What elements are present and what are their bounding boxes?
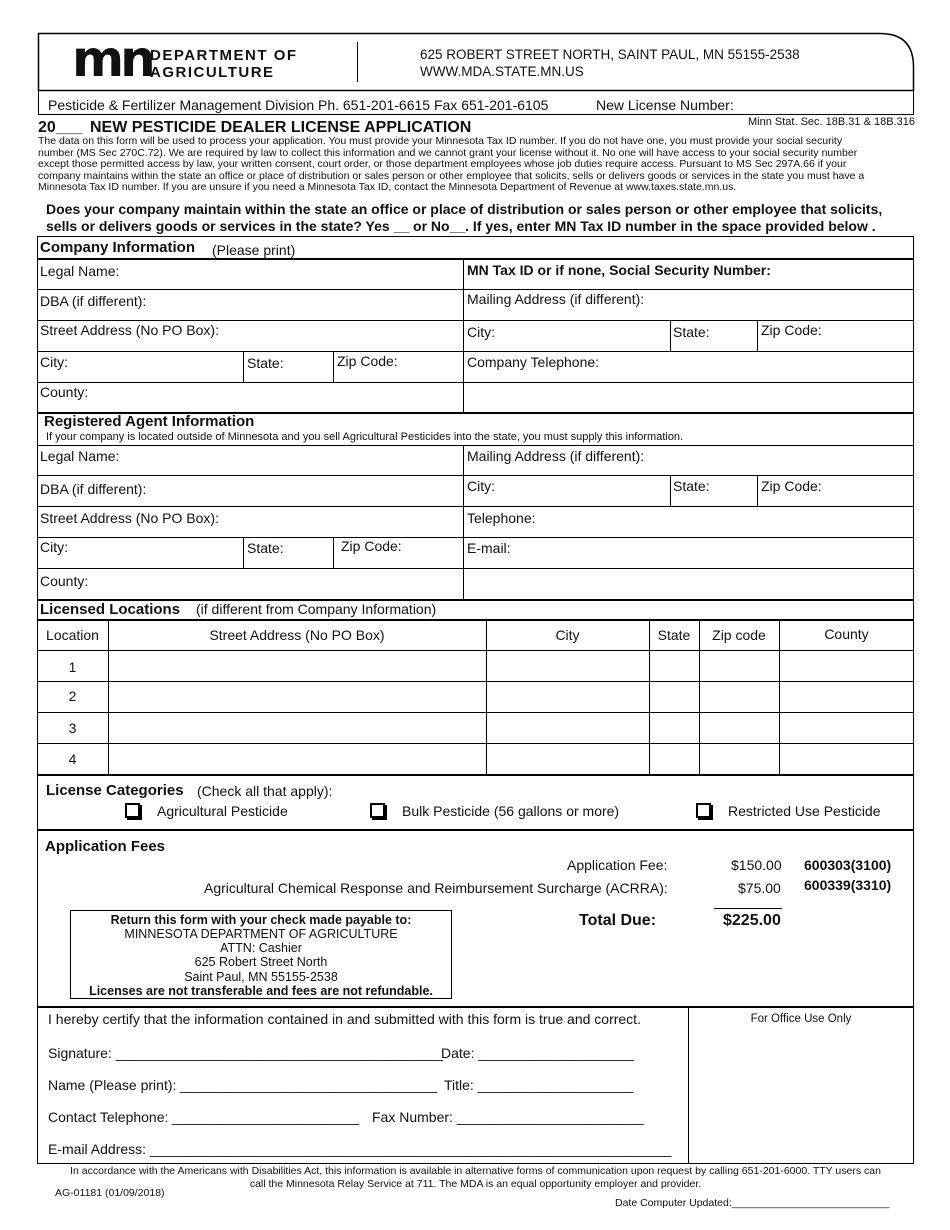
agent-state-r-field[interactable]: State: <box>673 478 710 494</box>
column-divider <box>333 351 334 382</box>
company-mailing-field[interactable]: Mailing Address (if different): <box>467 291 645 307</box>
fax-field[interactable]: Fax Number: ________________________ <box>372 1109 644 1125</box>
col-zip: Zip code <box>712 627 766 643</box>
rule <box>37 568 914 569</box>
header-website: WWW.MDA.STATE.MN.US <box>420 64 584 79</box>
column-divider <box>333 537 334 568</box>
return-line: Saint Paul, MN 55155-2538 <box>184 970 338 984</box>
intro-text <box>38 136 864 194</box>
ada-notice-line2: call the Minnesota Relay Service at 711. The MDA is an equal opportunity employer and provider. <box>249 1178 702 1190</box>
acrra-amount: $75.00 <box>738 880 781 896</box>
rule <box>37 619 914 621</box>
agent-city-r-field[interactable]: City: <box>467 478 495 494</box>
company-tax-id-field[interactable]: MN Tax ID or if none, Social Security Number: <box>467 262 771 278</box>
locations-heading: Licensed Locations <box>40 601 181 618</box>
restricted-use-pesticide-checkbox[interactable] <box>696 803 711 818</box>
agent-zip-r-field[interactable]: Zip Code: <box>761 478 822 494</box>
dept-name-line1: DEPARTMENT OF <box>150 47 298 64</box>
email-field[interactable]: E-mail Address: ___________________________________________________________________ <box>48 1141 672 1157</box>
header-address: 625 ROBERT STREET NORTH, SAINT PAUL, MN 55155-2538 <box>420 47 800 62</box>
col-location: Location <box>46 627 99 643</box>
office-use-label: For Office Use Only <box>750 1013 852 1025</box>
application-fee-label: Application Fee: <box>567 857 668 873</box>
restricted-use-pesticide-label: Restricted Use Pesticide <box>728 803 881 819</box>
certify-statement: I hereby certify that the information contained in and submitted with this form is true and correct. <box>48 1011 641 1027</box>
rule <box>37 475 914 476</box>
column-divider <box>670 475 671 506</box>
ada-notice-line1: In accordance with the Americans with Disabilities Act, this information is available in alternative forms of communication upon request by calling 651-201-6000. TTY users can <box>70 1165 881 1177</box>
location-row-number: 3 <box>68 720 77 736</box>
rule <box>37 650 914 651</box>
col-county: County <box>824 626 869 642</box>
column-divider <box>463 445 464 599</box>
rule <box>37 1006 914 1008</box>
new-license-label: New License Number: <box>596 97 734 113</box>
column-divider <box>243 351 244 382</box>
dept-name-line2: AGRICULTURE <box>150 64 275 81</box>
total-due-amount: $225.00 <box>723 912 781 929</box>
agent-zip-field[interactable]: Zip Code: <box>341 538 402 554</box>
location-row-number: 4 <box>68 751 77 767</box>
application-fee-code: 600303(3100) <box>804 857 892 873</box>
mn-logo: mn <box>72 30 152 88</box>
rule <box>37 537 914 538</box>
company-heading-note: (Please print) <box>212 242 296 258</box>
company-county-field[interactable]: County: <box>40 384 89 400</box>
agent-street-field[interactable]: Street Address (No PO Box): <box>40 510 219 526</box>
company-heading: Company Information <box>40 239 196 256</box>
rule <box>37 743 914 744</box>
company-street-field[interactable]: Street Address (No PO Box): <box>40 322 219 338</box>
date-computer-updated[interactable]: Date Computer Updated:___________________________ <box>615 1197 890 1209</box>
rule <box>37 382 914 383</box>
agent-mailing-field[interactable]: Mailing Address (if different): <box>467 448 645 464</box>
locations-heading-note: (if different from Company Information) <box>196 601 437 617</box>
name-field[interactable]: Name (Please print): _________________________________ <box>48 1077 438 1093</box>
application-fee-amount: $150.00 <box>731 857 782 873</box>
rule <box>37 829 914 831</box>
location-row-number: 2 <box>68 688 77 704</box>
agent-email-field[interactable]: E-mail: <box>467 540 511 556</box>
date-field[interactable]: Date: ____________________ <box>441 1045 635 1061</box>
company-dba-field[interactable]: DBA (if different): <box>40 293 147 309</box>
return-line: Return this form with your check made payable to: <box>110 913 412 927</box>
tax-question-line1: Does your company maintain within the state an office or place of distribution or sales person or other employee that solicits, <box>46 201 883 217</box>
agent-note: If your company is located outside of Minnesota and you sell Agricultural Pesticides into the state, you must supply this information. <box>46 431 684 443</box>
column-divider <box>779 619 780 774</box>
agent-heading: Registered Agent Information <box>44 413 255 430</box>
acrra-label: Agricultural Chemical Response and Reimbursement Surcharge (ACRRA): <box>204 880 668 896</box>
rule <box>37 289 914 290</box>
division-left-rule <box>38 90 39 114</box>
agent-state-field[interactable]: State: <box>247 540 284 556</box>
agent-legal-name-field[interactable]: Legal Name: <box>40 448 120 464</box>
rule <box>37 320 914 321</box>
bulk-pesticide-checkbox[interactable] <box>370 803 385 818</box>
contact-telephone-field[interactable]: Contact Telephone: ________________________ <box>48 1109 360 1125</box>
total-rule <box>714 908 782 909</box>
title-year: 20___ <box>38 119 83 136</box>
agent-dba-field[interactable]: DBA (if different): <box>40 481 147 497</box>
company-mailing-state-field[interactable]: State: <box>673 324 710 340</box>
location-row-number: 1 <box>68 659 77 675</box>
division-right-rule <box>913 90 914 114</box>
division-underline <box>38 114 914 115</box>
rule <box>37 506 914 507</box>
header-divider <box>357 42 358 82</box>
title-field[interactable]: Title: ____________________ <box>444 1077 634 1093</box>
intro-line: Minnesota Tax ID number. If you are unsure if you need a Minnesota Tax ID, contact the Minnesota Department of Revenue at www.taxes.state.mn.us. <box>38 181 737 194</box>
col-city: City <box>555 627 580 643</box>
rule <box>37 445 914 446</box>
agent-city-field[interactable]: City: <box>40 539 68 555</box>
company-zip-field[interactable]: Zip Code: <box>337 353 398 369</box>
division-line: Pesticide & Fertilizer Management Division Ph. 651-201-6615 Fax 651-201-6105 <box>48 97 549 113</box>
agricultural-pesticide-label: Agricultural Pesticide <box>157 803 288 819</box>
column-divider <box>757 320 758 351</box>
return-line: Licenses are not transferable and fees are not refundable. <box>89 984 433 998</box>
intro-line: number (MS Sec 270C.72). We are required by law to collect this information and we cannot grant your license without it. No one will have access to your social security number <box>38 146 858 159</box>
column-divider <box>670 320 671 351</box>
company-mailing-zip-field[interactable]: Zip Code: <box>761 322 822 338</box>
categories-heading: License Categories <box>46 782 184 799</box>
company-telephone-field[interactable]: Company Telephone: <box>467 354 600 370</box>
intro-line: except those permitted access by law, your written consent, court order, or those department employees whose job duties require access. Pursuant to MS Sec 297A.66 if your <box>38 158 847 171</box>
tax-question-line2: sells or delivers goods or services in the state? Yes __ or No__. If yes, enter MN Tax ID number in the space provided below . <box>46 218 876 234</box>
column-divider <box>757 475 758 506</box>
intro-line: company maintains within the state an office or place of distribution or sales person or other employee that solicits, sells or delivers goods or services in the state you must have a <box>38 169 865 182</box>
company-legal-name-field[interactable]: Legal Name: <box>40 263 120 279</box>
fees-heading: Application Fees <box>45 838 166 855</box>
rule <box>37 712 914 713</box>
column-divider <box>243 537 244 568</box>
form-id: AG-01181 (01/09/2018) <box>55 1187 165 1199</box>
rule <box>37 681 914 682</box>
return-line: 625 Robert Street North <box>194 955 328 969</box>
acrra-code: 600339(3310) <box>804 877 892 893</box>
signature-field[interactable]: Signature: __________________________________________ <box>48 1045 443 1061</box>
total-due-label: Total Due: <box>579 912 657 929</box>
return-line: ATTN: Cashier <box>220 941 302 955</box>
rule <box>37 774 914 776</box>
office-use-divider <box>688 1006 689 1164</box>
bulk-pesticide-label: Bulk Pesticide (56 gallons or more) <box>402 803 620 819</box>
col-street: Street Address (No PO Box) <box>209 627 385 643</box>
agent-telephone-field[interactable]: Telephone: <box>467 510 536 526</box>
column-divider <box>463 258 464 412</box>
rule <box>37 258 914 260</box>
company-mailing-city-field[interactable]: City: <box>467 324 495 340</box>
statute-ref: Minn Stat. Sec. 18B.31 & 18B.316 <box>748 116 915 128</box>
page-title: NEW PESTICIDE DEALER LICENSE APPLICATION <box>90 119 472 136</box>
col-state: State <box>657 627 691 643</box>
intro-line: The data on this form will be used to process your application. You must provide your Minnesota Tax ID number. If you do not have one, you must provide your social security <box>38 135 843 147</box>
return-line: MINNESOTA DEPARTMENT OF AGRICULTURE <box>124 927 398 941</box>
agent-county-field[interactable]: County: <box>40 573 89 589</box>
rule <box>37 351 914 352</box>
company-state-field[interactable]: State: <box>247 355 284 371</box>
categories-heading-note: (Check all that apply): <box>197 783 333 799</box>
agricultural-pesticide-checkbox[interactable] <box>125 803 140 818</box>
company-city-field[interactable]: City: <box>40 354 68 370</box>
